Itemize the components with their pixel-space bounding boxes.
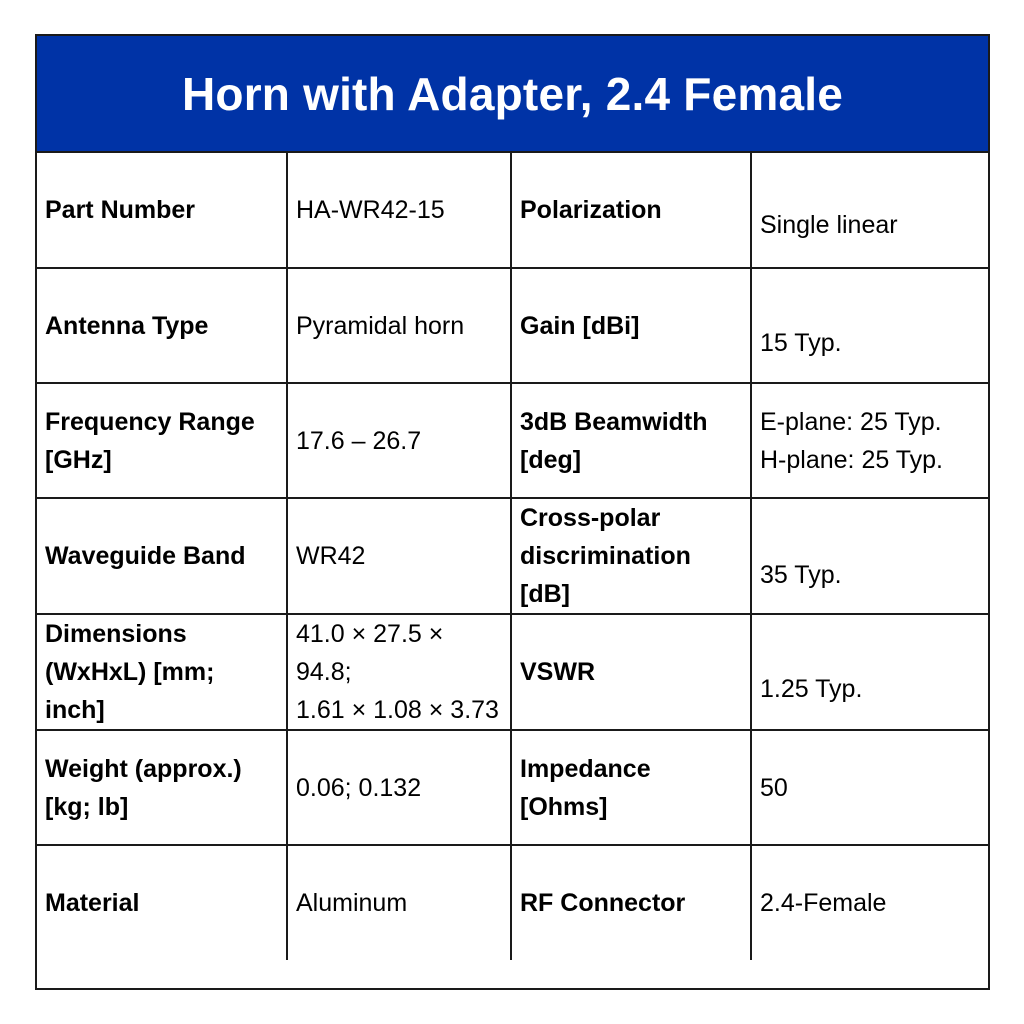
spec-value-text: Single linear [760, 211, 898, 239]
spec-label-cell [511, 153, 751, 268]
spec-label-text: 3dB Beamwidth [520, 407, 708, 436]
spec-label-text: Cross-polar [520, 504, 661, 532]
table-row [37, 268, 988, 383]
spec-table [37, 153, 988, 960]
spec-label-text: Material [45, 889, 140, 917]
spec-value-text: 50 [760, 773, 788, 802]
spec-sheet [35, 34, 990, 990]
spec-label-cell [511, 498, 751, 614]
spec-value-text: WR42 [296, 542, 366, 570]
table-row [37, 845, 988, 960]
spec-value-text: Aluminum [296, 889, 408, 917]
spec-value-text: HA-WR42-15 [296, 196, 445, 224]
spec-value-text: 41.0 × 27.5 × 94.8; [296, 620, 444, 686]
spec-label-text: [deg] [520, 445, 582, 474]
spec-value-text: 17.6 – 26.7 [296, 426, 422, 455]
spec-table-body [37, 153, 988, 960]
spec-label-cell [37, 268, 287, 383]
spec-value-cell [287, 153, 511, 268]
spec-value-text: 15 Typ. [760, 328, 842, 357]
spec-value-cell [751, 498, 988, 614]
table-row [37, 383, 988, 498]
spec-label-cell [511, 614, 751, 730]
spec-label-text: [GHz] [45, 445, 112, 474]
spec-value-text: 1.25 Typ. [760, 675, 863, 703]
spec-label-text: discrimination [dB] [520, 542, 691, 608]
title-banner [37, 36, 988, 153]
spec-label-cell [511, 845, 751, 960]
spec-label-text: Impedance [520, 754, 651, 783]
spec-label-text: Waveguide Band [45, 542, 246, 570]
spec-value-text: E-plane: 25 Typ. [760, 407, 942, 436]
spec-label-text: Weight (approx.) [45, 754, 242, 783]
spec-label-cell [37, 730, 287, 845]
spec-label-text: Part Number [45, 196, 196, 224]
spec-label-text: VSWR [520, 658, 595, 686]
spec-label-cell [37, 383, 287, 498]
spec-value-cell [287, 268, 511, 383]
spec-label-text: [Ohms] [520, 792, 608, 821]
spec-label-cell [37, 498, 287, 614]
spec-value-text: 0.06; 0.132 [296, 773, 422, 802]
table-row [37, 730, 988, 845]
spec-value-cell [751, 268, 988, 383]
spec-label-text: RF Connector [520, 889, 686, 917]
spec-value-cell [751, 845, 988, 960]
spec-value-cell [287, 730, 511, 845]
spec-label-cell [511, 268, 751, 383]
spec-label-cell [511, 383, 751, 498]
spec-value-cell [751, 383, 988, 498]
table-row [37, 614, 988, 730]
spec-value-text: 35 Typ. [760, 561, 842, 589]
spec-value-cell [751, 153, 988, 268]
spec-label-text: Dimensions [45, 620, 187, 648]
spec-label-text: Gain [dBi] [520, 311, 640, 340]
table-row [37, 153, 988, 268]
spec-label-text: (WxHxL) [mm; inch] [45, 658, 215, 724]
spec-value-cell [287, 383, 511, 498]
spec-value-cell [287, 845, 511, 960]
page-title: Horn with Adapter, 2.4 Female [181, 67, 844, 120]
spec-label-text: [kg; lb] [45, 792, 129, 821]
spec-value-text: Pyramidal horn [296, 311, 465, 340]
spec-label-cell [37, 845, 287, 960]
spec-label-text: Polarization [520, 196, 662, 224]
spec-value-text: 1.61 × 1.08 × 3.73 [296, 696, 499, 724]
spec-label-text: Antenna Type [45, 311, 209, 340]
spec-value-text: 2.4-Female [760, 889, 887, 917]
spec-value-cell [287, 498, 511, 614]
spec-value-cell [287, 614, 511, 730]
spec-value-text: H-plane: 25 Typ. [760, 445, 943, 474]
spec-label-cell [511, 730, 751, 845]
spec-label-cell [37, 153, 287, 268]
spec-label-cell [37, 614, 287, 730]
table-row [37, 498, 988, 614]
spec-label-text: Frequency Range [45, 407, 255, 436]
spec-value-cell [751, 614, 988, 730]
spec-value-cell [751, 730, 988, 845]
